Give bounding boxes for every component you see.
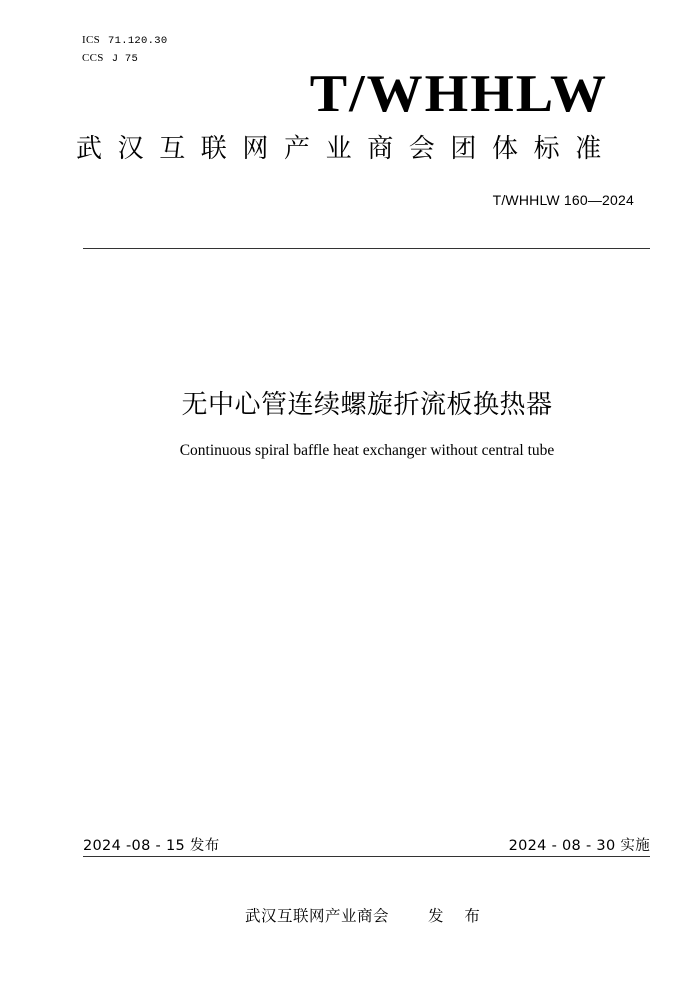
- publisher-name: 武汉互联网产业商会: [245, 907, 390, 925]
- standard-logo: T/WHHLW: [309, 64, 608, 124]
- top-divider: [83, 248, 650, 249]
- ccs-code: J 75: [111, 53, 139, 65]
- ics-classification: [82, 34, 167, 47]
- standard-number: T/WHHLW 160—2024: [492, 192, 634, 208]
- document-title-chinese: 无中心管连续螺旋折流板换热器: [181, 390, 553, 420]
- implementation-date: 2024 - 08 - 30 实施: [508, 838, 650, 854]
- issue-date: 2024 -08 - 15 发布: [83, 838, 220, 854]
- ics-code: 71.120.30: [108, 35, 168, 47]
- publish-label: 发 布: [428, 907, 488, 925]
- document-title-english: Continuous spiral baffle heat exchanger without central tube: [179, 442, 555, 459]
- organization-standard-heading: 武汉互联网产业商会团体标准: [76, 134, 617, 164]
- ics-label: ICS: [82, 34, 101, 46]
- ccs-classification: [82, 52, 138, 65]
- ccs-label: CCS: [82, 52, 104, 64]
- bottom-divider: [83, 856, 650, 857]
